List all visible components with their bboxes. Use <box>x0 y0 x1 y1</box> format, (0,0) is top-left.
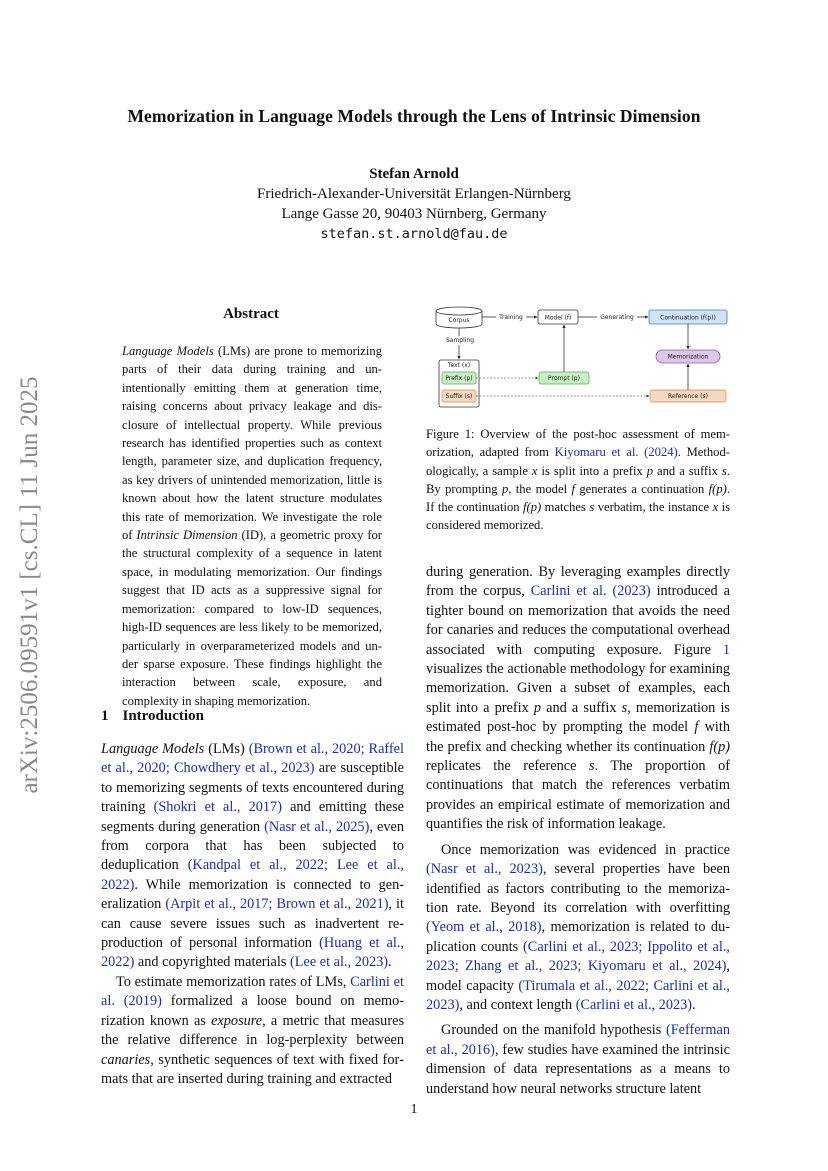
text-span: To estimate memorization rates of LMs, <box>116 973 351 990</box>
author-address: Lange Gasse 20, 90403 Nürnberg, Germany <box>281 206 547 222</box>
text-span: , it can cause severe issues such as inadvertent reproduction of personal information <box>101 896 404 952</box>
citation-link[interactable]: Carlini et al. (2023) <box>530 583 651 600</box>
generating-label: Generating <box>600 314 634 321</box>
text-span: , synthetic sequences of text with fixed formats that are inserted during training and extracted <box>101 1051 404 1087</box>
text-span: during generation. By leveraging examples directly from the corpus, <box>426 564 730 600</box>
section-heading <box>101 708 204 725</box>
abstract-text: Intrinsic Dimension <box>136 528 238 543</box>
text-span: , even from corpora that has been subjected to deduplication <box>101 818 404 874</box>
text-span: is considered memorized. <box>426 500 730 533</box>
prompt-label: Prompt (p) <box>548 375 580 382</box>
corpus-label: Corpus <box>448 317 470 324</box>
paragraph <box>101 740 404 973</box>
text-label: Text (x) <box>447 362 471 369</box>
memorization-label: Memorization <box>667 353 709 361</box>
citation-link[interactable]: (Nasr et al., 2025) <box>264 818 370 835</box>
citation-link[interactable]: (Fefferman et al., 2016) <box>426 1022 730 1058</box>
figure-1 <box>426 298 731 413</box>
continuation-label: Continuation (f(p)) <box>660 314 716 322</box>
arxiv-stamp-text: arXiv:2506.09591v1 [cs.CL] 11 Jun 2025 <box>16 376 43 794</box>
citation-link[interactable]: Carlini et al. (2019) <box>101 973 404 1010</box>
text-span: matches <box>541 500 590 515</box>
figure-ref-link[interactable]: 1 <box>722 641 730 658</box>
abstract-text: (LMs) are prone to memorizing parts of their data during training and unintentionally emitting them at generation time, raising concerns about privacy leakage and disclosure of intellectual property. While previous research has identified properties such as context length, parameter size, and duplication frequency, as key drivers of unintended memorization, little is known about how the latent structure modulates this rate of memorization. We investigate the role of <box>122 344 382 543</box>
text-span: . Methodologically, a sample <box>426 445 730 478</box>
text-span: (LMs) <box>204 741 249 757</box>
paragraph <box>101 973 404 1089</box>
author-block <box>0 164 828 244</box>
figure-diagram <box>426 298 731 413</box>
math-span: p <box>533 699 542 716</box>
text-span: , memorization is estimated post-hoc by prompting the model <box>426 699 730 736</box>
text-span: visualizes the actionable methodology for examining memorization. Given a subset of examples, each split into a prefix <box>426 661 730 716</box>
abstract-text: (ID), a geometric proxy for the structural complexity of a sequence in latent space, in modulating memorization. Our findings suggest that ID acts as a suppressive signal for memorization: compared to low-ID sequences, high-ID sequences are less likely to be memorized, particularly in overparameterized models and under sparse exposure. These findings highlight the interaction between scale, exposure, and complexity in shaping memorization. <box>122 528 383 708</box>
math-span: p <box>501 481 509 496</box>
paragraph <box>426 1021 730 1099</box>
text-span: replicates the reference <box>426 758 589 775</box>
text-span: generates a continuation <box>574 481 709 496</box>
citation-link[interactable]: (Brown et al., 2020; Raffel et al., 2020; Chowdhery et al., 2023) <box>101 741 404 777</box>
abstract-heading: Abstract <box>223 306 279 322</box>
text-span: , several properties have been identified as factors contributing to the memorization rate. Beyond its correlation with overfitting <box>426 861 730 916</box>
sampling-label: Sampling <box>445 337 475 344</box>
text-span: introduced a tighter bound on memorization that avoids the need for canaries and reduces the computational overhead associated with computing exposure. Figure <box>426 583 730 658</box>
right-column <box>426 563 730 1099</box>
text-span: Grounded on the manifold hypothesis <box>441 1022 666 1039</box>
corpus-node <box>436 307 482 328</box>
math-span: f(p) <box>523 500 542 515</box>
math-span: f(p) <box>709 738 730 755</box>
citation-link[interactable]: (Kandpal et al., 2022; Lee et al., 2022) <box>101 857 404 893</box>
text-span: , the model <box>508 481 572 496</box>
text-span: exposure <box>211 1012 263 1029</box>
math-span: p <box>646 463 654 478</box>
math-span: f(p) <box>708 481 727 496</box>
citation-link[interactable]: (Yeom et al., 2018) <box>426 919 542 936</box>
text-span: . While memorization is connected to generalization <box>101 876 404 913</box>
citation-link[interactable]: (Shokri et al., 2017) <box>153 799 282 816</box>
training-label: Training <box>499 314 523 321</box>
text-span: and emitting these segments during generation <box>101 799 404 835</box>
text-span: and a suffix <box>541 699 622 716</box>
text-span: verbatim, the instance <box>594 500 713 515</box>
figure-caption <box>426 425 730 535</box>
paragraph <box>426 841 730 1016</box>
left-column <box>101 740 404 1089</box>
math-span: x <box>531 463 538 478</box>
text-span: , model capacity <box>426 958 730 994</box>
text-span: . The proportion of continuations that match the references verbatim provides an empirical estimate of memorization and quantifies the risk of information leakage. <box>426 758 730 833</box>
text-span: . <box>692 996 696 1013</box>
text-span: canaries <box>101 1051 151 1068</box>
text-span: . If the continuation <box>426 481 730 515</box>
abstract-text: Language Models <box>122 344 214 358</box>
model-label: Model (f) <box>544 314 572 322</box>
math-span: s <box>721 463 727 478</box>
author-email[interactable]: stefan.st.arnold@fau.de <box>320 226 508 242</box>
citation-link[interactable]: (Lee et al., 2023) <box>290 954 389 971</box>
math-span: f <box>571 481 575 496</box>
paper-title: Memorization in Language Models through the Lens of Intrinsic Dimension <box>127 106 701 126</box>
citation-link[interactable]: (Tirumala et al., 2022; Carlini et al., 2023) <box>426 977 730 1013</box>
author-affiliation: Friedrich-Alexander-Universität Erlangen-Nürnberg <box>257 186 571 202</box>
math-span: f <box>694 719 699 736</box>
page-number: 1 <box>410 1102 418 1117</box>
text-span: . By prompting <box>426 463 730 496</box>
section-number: 1 <box>101 708 109 724</box>
author-name: Stefan Arnold <box>369 166 459 182</box>
text-span: with the prefix and checking whether its continuation <box>426 719 730 755</box>
math-span: s <box>621 699 628 716</box>
text-span: is split into a prefix <box>537 463 647 478</box>
citation-link[interactable]: (Arpit et al., 2017; Brown et al., 2021) <box>165 896 389 913</box>
abstract-body <box>122 342 382 710</box>
math-span: s <box>589 500 595 515</box>
text-span: Language Models <box>101 741 205 757</box>
section-title: Introduction <box>122 708 204 724</box>
text-span: and copyrighted materials <box>134 954 290 971</box>
text-span: Figure 1: Overview of the post-hoc assessment of memorization, adapted from <box>426 427 730 460</box>
text-span: , and context length <box>459 996 576 1013</box>
math-span: s <box>589 758 595 775</box>
text-span: , few studies have examined the intrinsic dimension of data representations as a means to understand how neural networks structure latent <box>426 1041 730 1097</box>
arxiv-stamp <box>10 340 50 830</box>
citation-link[interactable]: (Carlini et al., 2023; Ippolito et al., 2023; Zhang et al., 2023; Kiyomaru et al., 2024) <box>426 938 730 975</box>
citation-link[interactable]: Kiyomaru et al. (2024) <box>554 445 678 460</box>
citation-link[interactable]: (Carlini et al., 2023) <box>575 996 693 1013</box>
text-span: , a metric that measures the relative difference in log-perplexity between <box>101 1012 405 1049</box>
text-span: . <box>388 954 392 971</box>
text-span: formalized a loose bound on memorization known as <box>101 993 404 1029</box>
text-span: and a suffix <box>653 463 722 478</box>
text-span: Once memorization was evidenced in practice <box>441 841 730 858</box>
suffix-label: Suffix (s) <box>445 393 473 400</box>
citation-link[interactable]: (Huang et al., 2022) <box>101 935 404 971</box>
text-span: , memorization is related to duplication counts <box>426 919 730 955</box>
reference-label: Reference (s) <box>668 393 708 400</box>
citation-link[interactable]: (Nasr et al., 2023) <box>426 861 543 878</box>
math-span: x <box>712 500 719 515</box>
text-span: are susceptible to memorizing segments of texts encountered during training <box>101 760 404 816</box>
paragraph <box>426 563 730 835</box>
prefix-label: Prefix (p) <box>445 375 473 382</box>
